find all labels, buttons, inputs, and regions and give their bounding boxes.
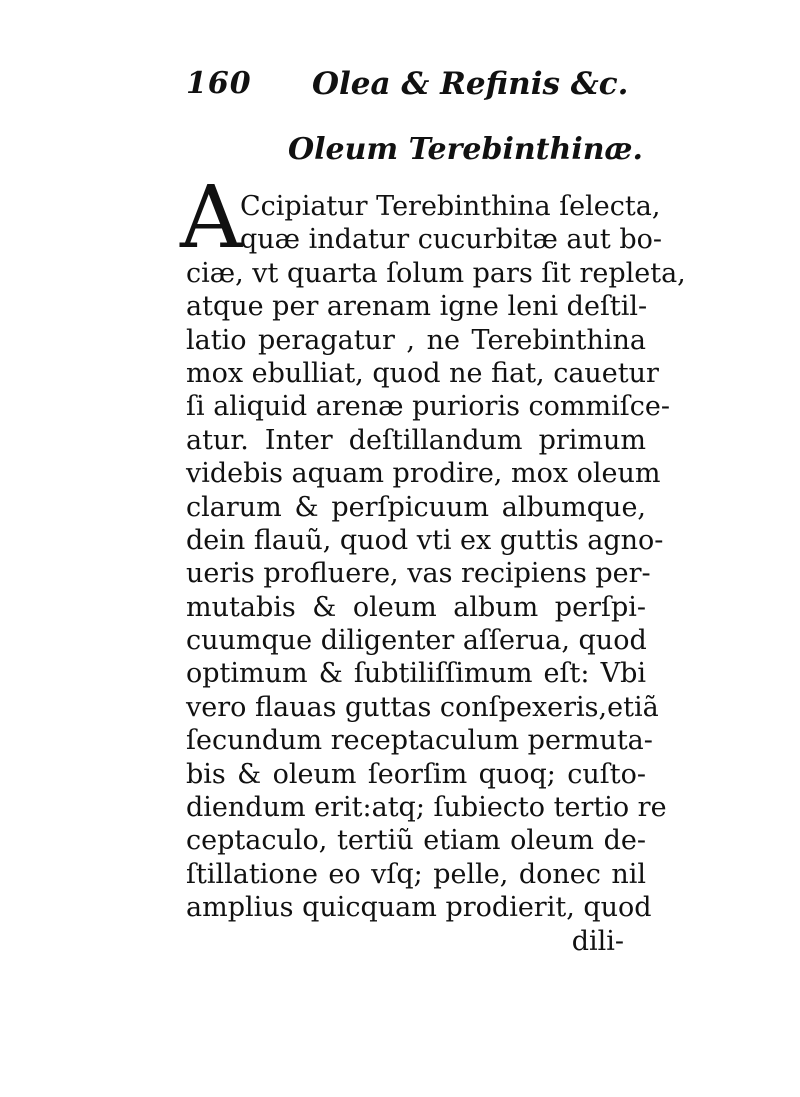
- drop-cap: A: [180, 168, 243, 268]
- text-line: ceptaculo, tertiũ etiam oleum de-: [186, 825, 646, 857]
- text-line: diendum erit:atq; ſubiecto tertio re: [186, 792, 667, 824]
- text-line: vero flauas guttas conſpexeris,etiã: [186, 691, 659, 723]
- text-line: atque per arenam igne leni deſtil-: [186, 291, 648, 323]
- text-line: clarum & perſpicuum albumque,: [186, 491, 646, 523]
- text-line: quæ indatur cucurbitæ aut bo-: [240, 224, 663, 256]
- text-line: cuumque diligenter aſſerua, quod: [186, 625, 647, 657]
- running-title: Olea & Refinis &c.: [312, 66, 629, 102]
- body-text: [186, 190, 686, 958]
- text-line: atur. Inter deſtillandum primum: [186, 424, 646, 456]
- text-line: videbis aquam prodire, mox oleum: [186, 458, 661, 490]
- text-line: mox ebulliat, quod ne fiat, cauetur: [186, 357, 659, 389]
- text-line: ſecundum receptaculum permuta-: [186, 725, 653, 757]
- text-line: mutabis & oleum album perſpi-: [186, 591, 646, 623]
- text-line: Ccipiatur Terebinthina ſelecta,: [240, 191, 661, 222]
- page-number: 160: [186, 66, 252, 101]
- section-heading: Oleum Terebinthinæ.: [288, 132, 643, 167]
- text-line: dein flauũ, quod vti ex guttis agno-: [186, 524, 664, 556]
- text-line: optimum & ſubtiliſſimum eſt: Vbi: [186, 658, 646, 690]
- catchword: dili-: [571, 925, 624, 957]
- text-line: ciæ, vt quarta ſolum pars ſit repleta,: [186, 257, 686, 289]
- text-line: ſi aliquid arenæ purioris commiſce-: [186, 391, 670, 423]
- text-line: amplius quicquam prodierit, quod: [186, 892, 652, 924]
- text-line: ueris profluere, vas recipiens per-: [186, 558, 651, 590]
- text-line: ſtillatione eo vſq; pelle, donec nil: [186, 858, 646, 890]
- text-line: bis & oleum ſeorſim quoq; cuſto-: [186, 758, 646, 790]
- text-line: latio peragatur , ne Terebinthina: [186, 324, 646, 356]
